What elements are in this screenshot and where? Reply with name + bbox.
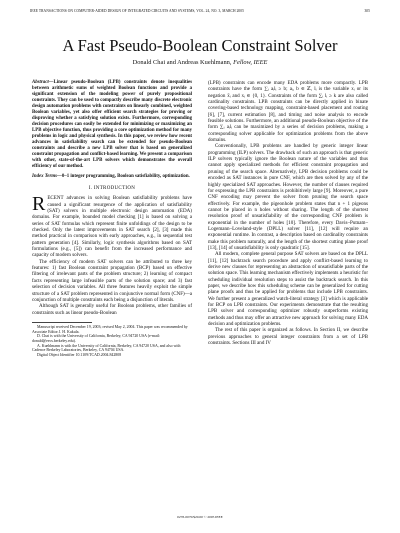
- footnote-line: D. Chai is with the University of California, Berkeley, CA 94720 USA (e-mail: donald@eecs.berkeley.edu).: [32, 334, 161, 343]
- intro-paragraph-text: ECENT advances in solving Boolean satisfiability problems have caused a significant resurgence of the application of satisfiability (SAT) solvers in multiple electronic design automation (EDA) domains. For example, bounded model checking [1] is based on solving a series of SAT formulas which represent finite unfoldings of the design to be checked. Only the latest improvements in SAT search [2], [3] made this method practical in comparison with early approaches, e.g., in sequential test pattern generation [4]. Similarly, logic synthesis algorithms based on SAT formulations (e.g., [5]) can benefit from the increased performance and capacity of modern solvers.: [32, 195, 192, 259]
- author-suffix: Fellow, IEEE: [233, 59, 268, 66]
- author-names: Donald Chai and Andreas Kuehlmann,: [132, 59, 232, 66]
- footnote-line: Manuscript received December 19, 2003; revised May 2, 2004. This paper was recommended by Associate Editor J. H. Kukula.: [32, 324, 188, 334]
- body-paragraph: Conventionally, LPB problems are handled by generic integer linear programming (ILP) solvers. The drawback of such an approach is that generic ILP solvers typically ignore the Boolean nature of the variables and thus cannot apply specialized methods for efficient constraint propagation and pruning of the search space. Alternatively, LPB decision problems could be encoded as SAT instances in pure CNF, which are then solved by any of the highly specialized SAT approaches. However, the number of clauses required for expressing the LPB constraints is prohibitively large [9]. Moreover, a pure CNF encoding may prevent the solver from pruning the search space effectively. For example, the pigeonhole problem states that n + 1 pigeons cannot be placed in n holes without sharing. The length of the shortest resolution proof of unsatisfiability of the corresponding CNF problem is exponential in the number of holes [10]. Therefore, every Davis–Putnam–Logemann–Loveland-style (DPLL) solver [11], [12] will require an exponential runtime. In contrast, a description based on cardinality constraints make this problem naturally, and the length of the shortest cutting plane proof [13], [14] of unsatisfiability is only quadratic [15].: [208, 143, 368, 251]
- footnote-line: Digital Object Identifier 10.1109/TCAD.2004.842808: [37, 353, 122, 358]
- intro-paragraph: Although SAT is generally useful for Boolean problems, other families of constraints such as linear pseudo-Boolean: [32, 303, 192, 316]
- body-paragraph: The rest of this paper is organized as follows. In Section II, we describe previous approaches to general integer constraints from a set of LPB constraints. Sections III and IV: [208, 327, 368, 347]
- abstract-text: Linear pseudo-Boolean (LPB) constraints denote inequalities between arithmetic sums of weighted Boolean functions and provide a significant extension of the modeling power of purely propositional constraints. They can be used to compactly describe many discrete electronic design automation problems with constraints on linearly combined, weighted Boolean variables, yet also offer efficient search strategies for proving or disproving whether a satisfying solution exists. Furthermore, corresponding decision procedures can easily be extended for minimizing or maximizing an LPB objective function, thus providing a core optimization method for many problems in logic and physical synthesis. In this paper, we review how recent advances in satisfiability search can be extended for pseudo-Boolean constraints and describe a new LPB solver that is based on generalized constraint propagation and conflict-based learning. We present a comparison with other, state-of-the-art LPB solvers which demonstrates the overall efficiency of our method.: [32, 80, 192, 169]
- section-heading-introduction: I. INTRODUCTION: [88, 186, 136, 191]
- journal-name: IEEE TRANSACTIONS ON COMPUTER-AIDED DESIGN OF INTEGRATED CIRCUITS AND SYSTEMS, VOL. 24, NO. 3, MARCH 2005: [30, 9, 244, 13]
- index-terms-text: 0–1 integer programming, Boolean satisfiability, optimization.: [61, 174, 190, 179]
- running-head: [30, 9, 370, 17]
- left-column: [32, 80, 192, 358]
- page-number: 305: [364, 9, 370, 13]
- authors: [0, 59, 400, 66]
- body-paragraph: All modern, complete general purpose SAT solvers are based on the DPLL [11], [12] backtrack search procedure and apply conflict-based learning to derive new clauses for representing an abstraction of unsatisfiable parts of the solution space. This learning mechanism effectively implements a heuristic for scheduling individual resolution steps to assist the backtrack search. In this paper, we describe how this scheduling scheme can be generalized for cutting plane proofs and thus be applied for problems that include LPB constraints. We further present a generalized watch-literal strategy [3] which is applicable for BCP on LPB constraints. Our experiments demonstrate that the resulting LPB solver and corresponding optimizer robustly outperforms existing methods and thus may offer an attractive new approach for solving many EDA decision and optimization problems.: [208, 251, 368, 328]
- footnote: [32, 325, 192, 358]
- index-terms-lead: Index Terms—: [32, 174, 62, 179]
- drop-cap: R: [32, 193, 46, 216]
- index-terms: [32, 174, 192, 180]
- footnote-line: A. Kuehlmann is with the University of California, Berkeley, CA 94720 USA, and also with Cadence Berkeley Laboratories, Berkeley, CA 94704 USA.: [32, 343, 181, 353]
- footnote-divider: [32, 322, 92, 323]
- paper-title: A Fast Pseudo-Boolean Constraint Solver: [62, 36, 338, 55]
- abstract: [32, 80, 192, 170]
- abstract-lead: Abstract—: [32, 80, 54, 85]
- intro-paragraph: [32, 195, 192, 258]
- copyright-line: 0278-0070/$20.00 © 2005 IEEE: [177, 515, 223, 519]
- body-paragraph: (LPB) constraints can encode many EDA problems more compactly. LPB constraints have the form ∑ᵢ aᵢlᵢ ≥ b; aᵢ, b ∈ ℤ, lᵢ is the variable xᵢ or its negation x̄ᵢ and xᵢ ∈ {0, 1}. Constraints of the form ∑ᵢ lᵢ ≥ k are also called cardinality constraints. LPB constraints can be directly applied in binate covering-based technology mapping, constraint-based placement and routing [6], [7], current estimation [8], and timing and noise analysis to encode feasible solutions. Furthermore, an additional pseudo-Boolean objective of the form ∑ᵢ aᵢlᵢ can be maximized by a series of decision problems, making a corresponding solver applicable for optimization problems from the above domains.: [208, 80, 368, 144]
- right-column: [208, 80, 368, 346]
- intro-paragraph: The efficiency of modern SAT solvers can be attributed to three key features: 1) fast Boolean constraint propagation (BCP) based on effective filtering of irrelevant parts of the problem structure; 2) learning of compact facts representing large infeasible parts of the solution space; and 3) fast selection of decision variables. All three features heavily exploit the simple structure of a SAT problem represented in conjunctive normal form (CNF)—a conjunction of multiple constraints each being a disjunction of literals.: [32, 258, 192, 303]
